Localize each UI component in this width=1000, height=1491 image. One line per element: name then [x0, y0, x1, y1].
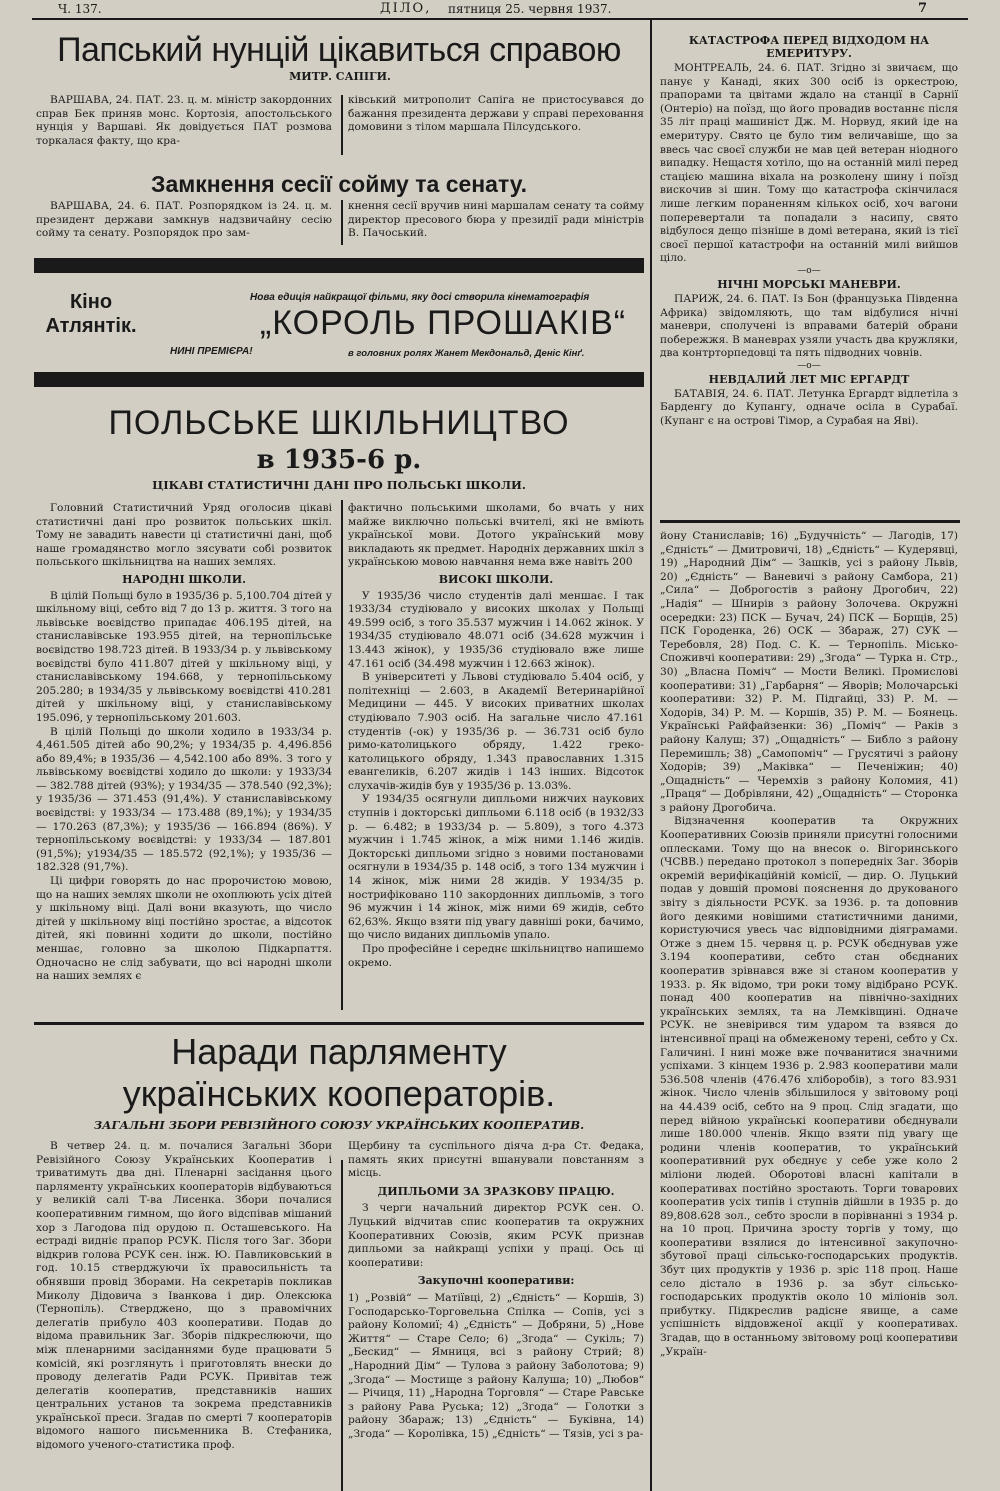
issue-number: Ч. 137. — [58, 2, 102, 16]
column-divider-right — [650, 20, 652, 520]
schools-title: ПОЛЬСЬКЕ ШКІЛЬНИЦТВО — [108, 404, 570, 442]
ad-bottom-bar — [34, 372, 644, 387]
ad-cinema-line2: Атлянтік. — [45, 315, 137, 337]
congress-heading-diplomas: ДИПЛЬОМИ ЗА ЗРАЗКОВУ ПРАЦЮ. — [377, 1184, 615, 1198]
schools-subtitle: ЦІКАВІ СТАТИСТИЧНІ ДАНІ ПРО ПОЛЬСЬКІ ШКОЛИ. — [152, 478, 526, 492]
nuncio-col1 — [36, 94, 332, 148]
congress-para5: йону Станиславів; 16) „Будучність“ — Лагодів, 17) „Єдність“ — Дмитровичі, 18) „Єдність“ — Кудерявці, 19) „Народний Дім“ — Зашків, усі з району Львів, 20) „Єдність“ — Ваневичі з району Самбора, 21) „Сила“ — Доброгостів з району Дрогобич, 22) „Надія“ — Шнирів з району Золочева. Окружні осередки: 23) ПСК — Бучач, 24) ПСК — Борщів, 25) ПСК Городенка, 26) ОСК — Збараж, 27) СУК — Теребовля, 28) Под. С. К. — Тернопіль. Місько-Споживчі кооперативи: 29) „Згода“ — Турка н. Стр., 30) „Власна Поміч“ — Мости Великі. Промислові кооперативи: 31) „Гарбарня“ — Яворів; Молочарські кооперативи: 32) Р. М. Підгайці, 33) Р. М. — Ходорів, 34) Р. М. — Коршів, 35) Р. М. — Боянець. Українські Райфайзенки: 36) „Поміч“ — Раків з району Калуш; 37) „Ощадність“ — Библо з району Перемишль; 38) „Самопоміч“ — Грусятичі з району Ходорів; 39) „Маківка“ — Печеніжин; 40) „Ощадність“ — Черемхів з району Коломия, 41) „Праця“ — Добрівляни, 42) „Ощадність“ — Сторонка з району Дрогобича. — [660, 530, 958, 814]
congress-para3: З черги начальний директор РСУК сен. О. Луцький відчитав спис кооператив та окружних Кооперативних Союзів, яким РСУК признав дипльоми за найкращі успіхи у праці. Ось ці кооперативи: — [348, 1202, 644, 1269]
schools-title-year: в 1935-6 р. — [256, 445, 422, 475]
schools-para5: В університеті у Львові студіювало 5.404 осіб, у політехніці — 2.603, в Академії Ветеринарійної Медицини — 445. У високих приватних школах студіювало 7.903 осіб. На загальне число 47.161 студентів (-ок) у 1935/36 р. — 36.731 осіб було римо-католицького обряду, 1.422 греко-католицького обряду, 1.343 православних 1.315 евангеликів, 6.207 жидів і 143 інших. Відсоток слухачів-жидів був у 1935/36 р. 13.03%. — [348, 671, 644, 792]
right-column-rule — [660, 520, 960, 523]
congress-top-rule — [34, 1022, 644, 1025]
schools-heading-public: НАРОДНІ ШКОЛИ. — [122, 572, 246, 586]
congress-col1 — [36, 1140, 332, 1490]
congress-col2 — [348, 1140, 644, 1490]
nuncio-para2: ківський митрополит Сапіга не пристосувався до бажання президента держави у справі переховання домовини з тілом маршала Пілсудського. — [348, 94, 644, 134]
congress-para1: В четвер 24. ц. м. почалися Загальні Збори Ревізійного Союзу Українських Кооператив і триватимуть два дні. Пленарні засідання цього парляменту українських кооператорів відбуваються у великій салі Т-ва Лисенка. Збори почалися кооперативним гимном, що його відспівав мішаний хор з Лагодова під орудою п. Осташевського. На естраді видніє прапор РСУК. Після того Заг. Збори відкрив голова РСУК сен. інж. Ю. Павликовський в год. 10.15 стверджуючи їх правосильність та обнявши провід Зборами. На секретарів покликав Миколу Дідовича з Іванкова і дир. Олексюка (Тернопіль). Стверджено, що з правомічних делегатів прибуло 403 кооперативи. Подав до відома правильник Заг. Зборів підкреслюючи, що між пленарними засіданнями буде працювати 5 комісій, які розглянуть і приготовлять внески до проводу делегатів Ради РСУК. Привітав теж делегатів кооператив, представників наших центральних установ та зокрема представників української преси. Згадав по смерті 7 кооператорів відомого нашого письменника В. Стефаника, відомого ученого-статистика проф. — [36, 1140, 332, 1452]
schools-col2-continued: фактично польськими школами, бо вчать у них майже виключно польські вчителі, які не вміють української мови. Дотого український мову викладають як предмет. Народніх державних шкіл з українською мовою навчання нема вже навіть 200 — [348, 502, 644, 569]
schools-para7: Про професійне і середнє шкільництво напишемо окремо. — [348, 943, 644, 969]
earhart-heading: НЕВДАЛИЙ ЛЕТ МІС ЕРГАРДТ — [708, 372, 910, 386]
congress-title-line2: українських кооператорів. — [122, 1073, 556, 1114]
maneuvers-para: ПАРИЖ, 24. 6. ПАТ. Із Бон (французька Південна Африка) звідомляють, що там відбулися нічні маневри, сполучені із вправами батерій обрани побережжя. В маневрах узяли участь два кружляки, два контрторпедовці та пять підводних човнів. — [660, 292, 958, 360]
congress-para4: 1) „Розвій“ — Матіївці, 2) „Єдність“ — Коршів, 3) Господарсько-Торговельна Спілка — Сопів, усі з району Коломиї; 4) „Єдність“ — Добряни, 5) „Нове Життя“ — Старе Село; 6) „Згода“ — Сукіль; 7) „Бескид“ — Ямниця, всі з району Стрий; 8) „Народний Дім“ — Тулова з району Заболотова; 9) „Згода“ — Мостище з району Калуша; 10) „Любов“ — Річиця, 11) „Народна Торговля“ — Старе Равське з району Рава Руська; 12) „Згода“ — Голотки з району Збараж; 13) „Єдність“ — Буківна, 14) „Згода“ — Королівка, 15) „Єдність“ — Тязів, усі з ра- — [348, 1291, 644, 1440]
congress-para6: Відзначення кооператив та Окружних Кооперативних Союзів приняли присутні голосними оплесками. Тому що на внесок о. Вігоринського (ЧСВВ.) передано протокол з попередніх Заг. Зборів окремій верифікаційній комісії, — дир. О. Луцький подав у довшій промові пояснення до друкованого звіту з діяльности РСУК. за 1936. р. та доповнив його деякими новішими статистичними даними, користуючися увесь час відповідними діяграмами. Отже з днем 15. червня ц. р. РСУК обєднував уже 3.194 кооперативи, себто стан обєднаних кооператив зрівнався вже зі станом кооператив у 1933. р. Як відомо, три роки тому відібрано РСУК. понад 400 кооператив на північно-західних українських землях, та на Лемківщині. Одначе РСУК. не зневірився тим ударом та взявся до інтенсивної праці на обмеженому терені, себто у Сх. Галичині. І нині може вже почванитися значними успіхами. З кінцем 1936 р. 2.983 кооперативи мали 536.508 членів (476.476 хліборобів), з того 83.931 жінок. Число членів збільшилося у звітовому році на 44.439 осіб, себто на 9 проц. Слід згадати, що перед війною українські кооперативи обєднували лише 180.000 членів. Якщо взяти під увагу ще родини членів кооператив, то український кооперативний рух обєднує у себе уже коло 2 мілioни людей. Оборотові власні капітали в кооперативах постійно зростають. Торги товарових кооператив усіх типів і ступнів дійшли в 1935 р. до 89,808.628 зол., себто зросли в порівнанні з 1934 р. на 10 проц. Причина зросту торгів у тому, що кооперативи взялися до інтенсивної закупочно-збутової праці сільсько-господарських продуктів. Збут цих продуктів у 1936 р. зріс 118 проц. Наше село дістало в 1936 р. за збут сільсько-господарських продуктів около 10 мілiонів зол. прибутку. Підкреслив радісне явище, а саме успішність віддовженої акції у кооперативах. Згадав, що в останньому звітовому році кооперативи „Україн- — [660, 815, 958, 1358]
congress-para2: Щербину та суспільного діяча д-ра Ст. Федака, память яких присутні вшанували повстанням з місць. — [348, 1140, 644, 1180]
separator-1: —о— — [797, 265, 821, 276]
schools-col2 — [348, 502, 644, 970]
column-divider-right-lower — [650, 520, 652, 1491]
column-divider-nuncio — [341, 95, 343, 155]
nuncio-col2 — [348, 94, 644, 135]
ad-top-bar — [34, 258, 644, 273]
nuncio-title: Папський нунцій цікавиться справою — [57, 31, 621, 69]
schools-heading-higher: ВИСОКІ ШКОЛИ. — [438, 572, 554, 586]
nuncio-subtitle: МИТР. САПІГИ. — [289, 70, 391, 83]
catastrophe-para: МОНТРЕАЛЬ, 24. 6. ПАТ. Згідно зі звичаєм, що панує у Канаді, яких 300 осіб із оркестрою, прапорами та цвітами ждало на станції в Сарнії (Онтеріо) на поїзд, що його провадив востаннє після 35 літ праці машиніст Дж. М. Норвуд, який іде на емеритуру. Свято це було тим величавіше, що за ввесь час своєї служби не мав цей ветеран ніодного випадку. Нещастя хотіло, що на останній милі перед стацією машина віхала на розколену шину і поїзд вискочив зі шин. Тому що катастрофа скінчилася лише легким пораненням кількох осіб, хоч вагони поперевертали та попадали з насипу, свято відбулося дещо пізніше в домі ветерана, який із тієї своєї першої катастрофи на останній милі вийшов цілo. — [660, 62, 958, 265]
schools-para1: В цілій Польщі було в 1935/36 р. 5,100.704 дітей у шкільному віці, себто від 7 до 13 р. життя. З того на львівське воєвідство припадає 406.195 дітей, на станиславівське 193.955 дітей, на тернопільське воєвідство 198.723 дітей. В 1933/34 р. у львівському воєвідстві було 411.807 дітей у шкільному віці, у станиславівському 194.668, у тернопільському 205.280; в 1934/35 у львівському воєвідстві 410.281 дітей у шкільному віці, у станиславівському 195.096, у тернопільському 201.603. — [36, 589, 332, 724]
earhart-para: БАТАВІЯ, 24. 6. ПАТ. Летунка Ергардт відлетіла з Барденгу до Купангу, одначе осіла в Сурабаї. (Купанг є на острові Тімор, а Сурабая на Яві). — [660, 387, 958, 428]
issue-date: пятниця 25. червня 1937. — [448, 2, 612, 16]
schools-para3: Ці цифри говорять до нас пророчистою мовою, що на наших землях школи не охоплюють усіх дітей у шкільному віці. Далі вони вказують, що число дітей у шкільному віці постійно зростає, а відсоток дітей, які повинні ходити до школи, постійно меншає, головно за школою Підкарпаття. Одночасно не слід забувати, що всі народні школи на наших землях є — [36, 875, 332, 983]
sejm-col2 — [348, 200, 644, 241]
congress-heading-purchase: Закупочні кооперативи: — [417, 1274, 575, 1288]
congress-title-line1: Наради парляменту — [171, 1031, 507, 1072]
column-divider-sejm — [341, 200, 343, 245]
congress-subtitle: ЗАГАЛЬНІ ЗБОРИ РЕВІЗІЙНОГО СОЮЗУ УКРАЇНСЬКИХ КООПЕРАТИВ. — [93, 1118, 585, 1132]
schools-para4: У 1935/36 число студентів далі меншає. І так 1933/34 студіювало у високих школах у Польщі 49.599 осіб, з того 35.537 мужчин і 14.062 жінок. У 1934/35 студіювало 48.071 осіб (34.628 мужчин і 13.443 жінок), у 1935/36 студіювало вже лише 47.161 осіб (34.498 мужчин і 12.663 жінок). — [348, 589, 644, 670]
schools-intro: Головний Статистичний Уряд оголосив цікаві статистичні дані про розвиток польських шкіл. Тому не завадить навести ці статистичні дані, щоб наше громадянство могло зясувати собі розвиток польського шкільництва на наших землях. — [36, 502, 332, 569]
ad-cinema-line1: Кіно — [69, 291, 113, 313]
masthead-rule — [32, 18, 968, 20]
schools-para6: У 1934/35 осягнули дипльоми нижчих наукових ступнів і докторські дипльоми 6.118 осіб (в 1932/33 р. — 6.482; в 1933/34 р. — 5.809), з того 4.373 мужчин і 1.745 жінок, а між ними 1.146 жидів. Докторські дипльоми згідно з новими постановами осягнули в 1934/35 р. 148 осіб, з того 134 мужчин і 14 жінок, між ними 28 жидів. У 1934/35 р. нострифіковано 110 закордонних дипльомів, з того 96 мужчин і 14 жінок, між ними 69 жидів, себто 62,63%. Якщо взяти під увагу давніші роки, бачимо, що число виданих дипльомів упало. — [348, 793, 644, 942]
ad-film-title: „КОРОЛЬ ПРОШАКІВ“ — [259, 304, 627, 342]
ad-cast: в головних ролях Жанет Мекдональд, Деніс Кінґ. — [348, 348, 585, 359]
column-divider-congress — [341, 1160, 343, 1491]
ad-premiere: НИНІ ПРЕМІЄРА! — [170, 346, 253, 357]
sejm-col1 — [36, 200, 332, 241]
column-divider-schools — [341, 500, 343, 1010]
nuncio-para1: ВАРШАВА, 24. ПАТ. 23. ц. м. міністр закордонних справ Бек приняв монс. Кортозія, апостольського нунція у Варшаві. Як довідується ПАТ розмова торкалася факту, що кра- — [36, 94, 332, 147]
catastrophe-heading: КАТАСТРОФА ПЕРЕД ВІДХОДОМ НА ЕМЕРИТУРУ. — [688, 34, 930, 60]
ad-tagline: Нова едиція найкращої фільми, яку досі створила кінематографія — [250, 292, 590, 303]
paper-name: ДІЛО, — [380, 1, 432, 16]
sejm-para2: кнення сесії вручив нині маршалам сенату та сойму директор пресового бюра у президії ради міністрів В. Пачоський. — [348, 200, 644, 240]
maneuvers-heading: НІЧНІ МОРСЬКІ МАНЕВРИ. — [717, 277, 901, 291]
ad-cinema — [36, 290, 146, 338]
page-number: 7 — [918, 1, 928, 16]
schools-para2: В цілій Польщі до школи ходило в 1933/34 р. 4,461.505 дітей або 90,2%; у 1934/35 р. 4,496.856 або 89,4%; в 1935/36 — 4,542.100 або 89%. З того у львівському воєвідстві ходило до школи: у 1933/34 — 382.788 дітей (93%); у 1934/35 — 378.540 (92,3%); у 1935/36 — 371.453 (91,4%). У станиславівському воєвідстві: у 1933/34 — 173.488 (89,1%); у 1934/35 — 170.263 (87,3%); у 1935/36 — 166.894 (86%). У тернопільському воєвідстві: у 1933/34 — 187.801 (91,5%); у1934/35 — 185.572 (92,1%); у 1935/36 — 182.328 (91,7%). — [36, 725, 332, 874]
right-news-column — [660, 34, 958, 429]
schools-col1 — [36, 502, 332, 984]
separator-2: —о— — [797, 360, 821, 371]
sejm-title: Замкнення сесії сойму та сенату. — [151, 171, 527, 197]
sejm-para1: ВАРШАВА, 24. 6. ПАТ. Розпорядком із 24. ц. м. президент держави замкнув надзвичайну сесію сойму та сенату. Розпорядок про зам- — [36, 200, 332, 240]
congress-col3 — [660, 530, 958, 1490]
